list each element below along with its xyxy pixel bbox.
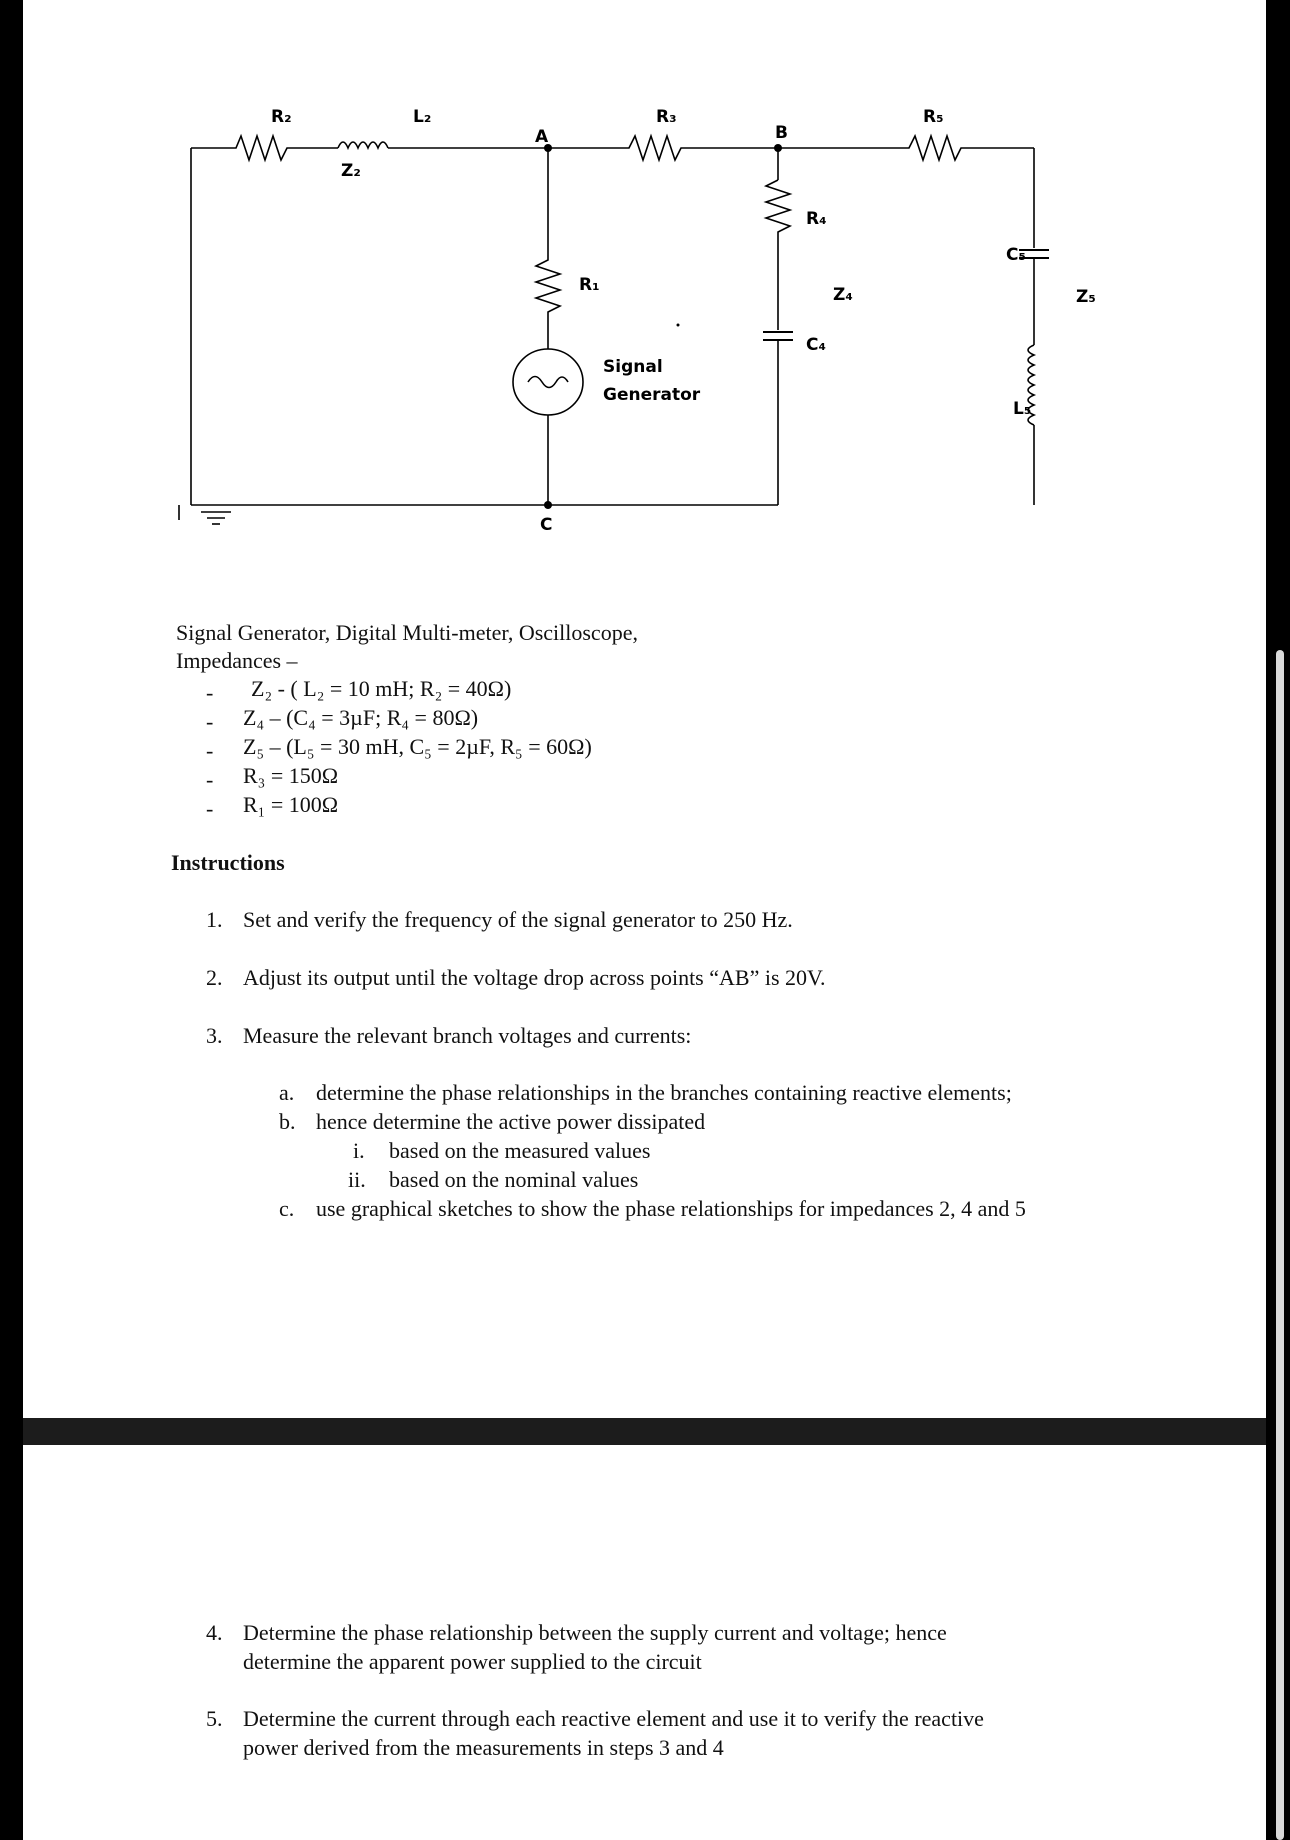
label-c: C (540, 515, 553, 535)
label-z2: Z₂ (341, 161, 361, 181)
label-a: A (535, 127, 549, 147)
label-c5: C₅ (1006, 245, 1026, 265)
impedance-bullet: - (206, 680, 214, 705)
label-r1: R₁ (579, 275, 600, 295)
sub-number: a. (279, 1080, 295, 1105)
impedance-z5: Z₅ – (L₅ = 30 mH, C₅ = 2µF, R₅ = 60Ω) (243, 734, 592, 759)
step-1: Set and verify the frequency of the signal generator to 250 Hz. (243, 907, 793, 932)
label-l5: L₅ (1013, 399, 1032, 419)
node-c-dot (544, 501, 552, 509)
impedance-r1: R₁ = 100Ω (243, 792, 339, 817)
circuit-diagram (23, 0, 1266, 560)
step-number: 4. (206, 1620, 223, 1645)
impedances-heading: Impedances – (176, 648, 298, 673)
subsub-number: i. (353, 1138, 365, 1163)
step-3b: hence determine the active power dissipated (316, 1109, 706, 1134)
step-4-line2: determine the apparent power supplied to the circuit (243, 1649, 702, 1674)
inductor-l2 (338, 142, 388, 148)
step-3a: determine the phase relationships in the branches containing reactive elements; (316, 1080, 1012, 1105)
impedance-r3: R₃ = 150Ω (243, 763, 339, 788)
step-5-line1: Determine the current through each reactive element and use it to verify the reactive (243, 1706, 984, 1731)
resistor-r5 (903, 136, 968, 160)
impedance-bullet: - (206, 796, 214, 821)
impedance-bullet: - (206, 738, 214, 763)
label-generator: Generator (603, 385, 701, 405)
label-c4: C₄ (806, 335, 826, 355)
impedance-bullet: - (206, 709, 214, 734)
step-number: 3. (206, 1023, 223, 1048)
label-l2: L₂ (413, 107, 432, 127)
stray-dot (677, 324, 680, 327)
equipment-line: Signal Generator, Digital Multi-meter, Oscilloscope, (176, 620, 638, 645)
impedance-z2: Z₂ - ( L₂ = 10 mH; R₂ = 40Ω) (251, 676, 512, 701)
step-3b-i: based on the measured values (389, 1138, 651, 1163)
signal-generator-symbol (513, 349, 583, 415)
label-b: B (775, 123, 788, 143)
sub-number: b. (279, 1109, 296, 1134)
label-z5: Z₅ (1076, 287, 1096, 307)
step-4-line1: Determine the phase relationship between the supply current and voltage; hence (243, 1620, 947, 1645)
scrollbar[interactable] (1276, 650, 1284, 1840)
label-r2: R₂ (271, 107, 292, 127)
impedance-bullet: - (206, 767, 214, 792)
step-3: Measure the relevant branch voltages and currents: (243, 1023, 692, 1048)
step-5-line2: power derived from the measurements in steps 3 and 4 (243, 1735, 724, 1760)
label-z4: Z₄ (833, 285, 853, 305)
step-number: 2. (206, 965, 223, 990)
resistor-r2 (228, 136, 298, 160)
resistor-r3 (623, 136, 688, 160)
label-r5: R₅ (923, 107, 944, 127)
label-r4: R₄ (806, 209, 827, 229)
step-3b-ii: based on the nominal values (389, 1167, 639, 1192)
label-signal: Signal (603, 357, 663, 377)
impedance-z4: Z₄ – (C₄ = 3µF; R₄ = 80Ω) (243, 705, 479, 730)
sub-number: c. (279, 1196, 295, 1221)
label-r3: R₃ (656, 107, 677, 127)
subsub-number: ii. (348, 1167, 366, 1192)
resistor-r1 (536, 255, 560, 344)
step-number: 1. (206, 907, 223, 932)
document-page-2 (23, 1445, 1266, 1840)
document-page-1 (23, 0, 1266, 1418)
resistor-r4 (766, 180, 790, 330)
step-3c: use graphical sketches to show the phase relationships for impedances 2, 4 and 5 (316, 1196, 1026, 1221)
node-b-dot (774, 144, 782, 152)
page-separator (23, 1418, 1266, 1445)
step-2: Adjust its output until the voltage drop across points “AB” is 20V. (243, 965, 826, 990)
viewer-right-edge (1266, 0, 1290, 1840)
step-number: 5. (206, 1706, 223, 1731)
instructions-heading: Instructions (171, 850, 285, 875)
